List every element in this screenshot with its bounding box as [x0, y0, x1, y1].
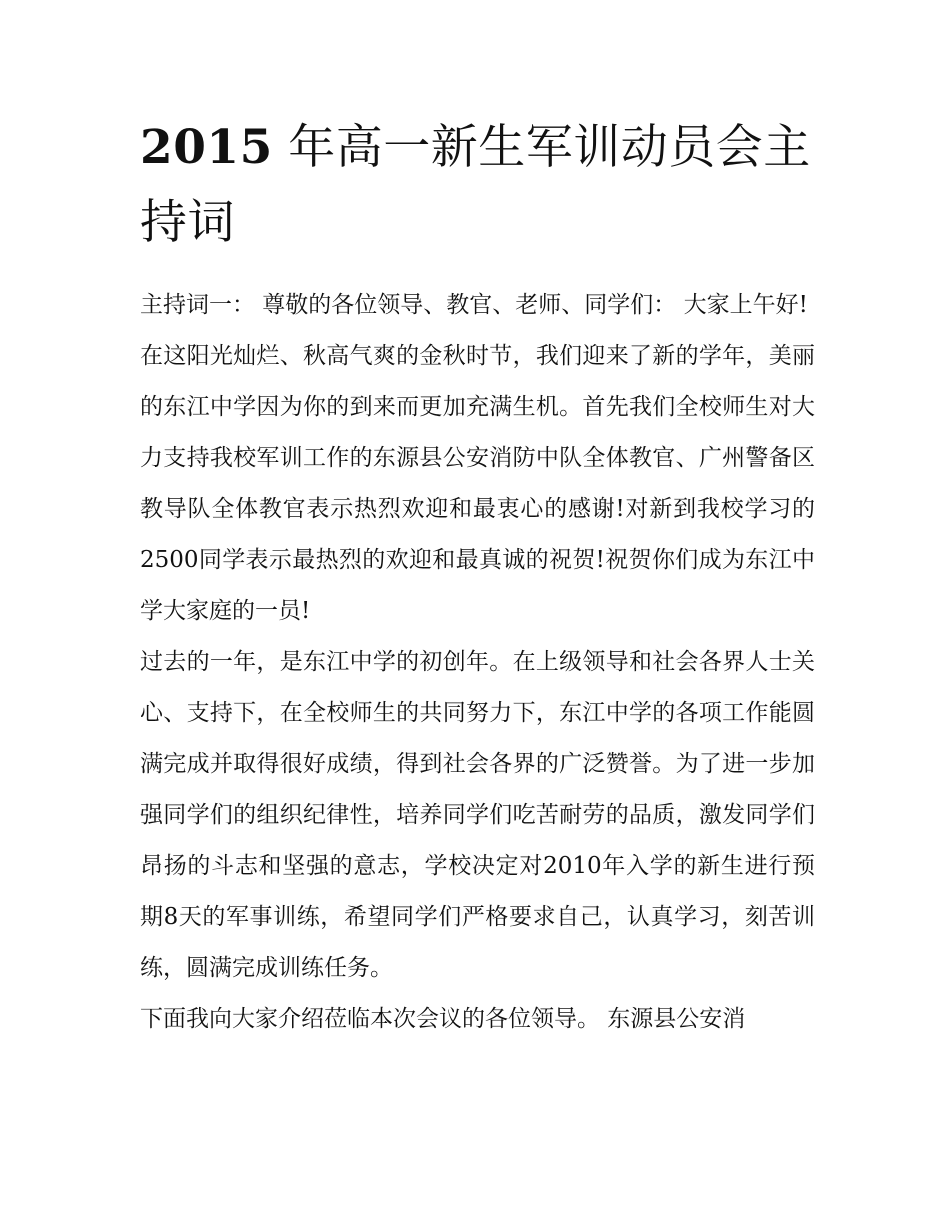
paragraph-greeting: 主持词一： 尊敬的各位领导、教官、老师、同学们： 大家上午好! [140, 292, 808, 318]
title-year: 2015 [140, 120, 273, 175]
title-text: 年高一新生军训动员会主持词 [140, 120, 811, 250]
document-body [140, 280, 815, 1045]
document-title [140, 110, 815, 260]
paragraph-welcome: 在这阳光灿烂、秋高气爽的金秋时节，我们迎来了新的学年，美丽的东江中学因为你的到来而更加充满生机。首先我们全校师生对大力支持我校军训工作的东源县公安消防中队全体教官、广州警备区教导队全体教官表示热烈欢迎和最衷心的感谢!对新到我校学习的2500同学表示最热烈的欢迎和最真诚的祝贺!祝贺你们成为东江中学大家庭的一员! [140, 343, 815, 624]
document-content [140, 110, 815, 1045]
paragraph-history: 过去的一年，是东江中学的初创年。在上级领导和社会各界人士关心、支持下，在全校师生的共同努力下，东江中学的各项工作能圆满完成并取得很好成绩，得到社会各界的广泛赞誉。为了进一步加强同学们的组织纪律性，培养同学们吃苦耐劳的品质，激发同学们昂扬的斗志和坚强的意志，学校决定对2010年入学的新生进行预期8天的军事训练，希望同学们严格要求自己，认真学习，刻苦训练，圆满完成训练任务。 [140, 649, 815, 981]
paragraph-introduction: 下面我向大家介绍莅临本次会议的各位领导。 东源县公安消 [140, 1006, 746, 1032]
